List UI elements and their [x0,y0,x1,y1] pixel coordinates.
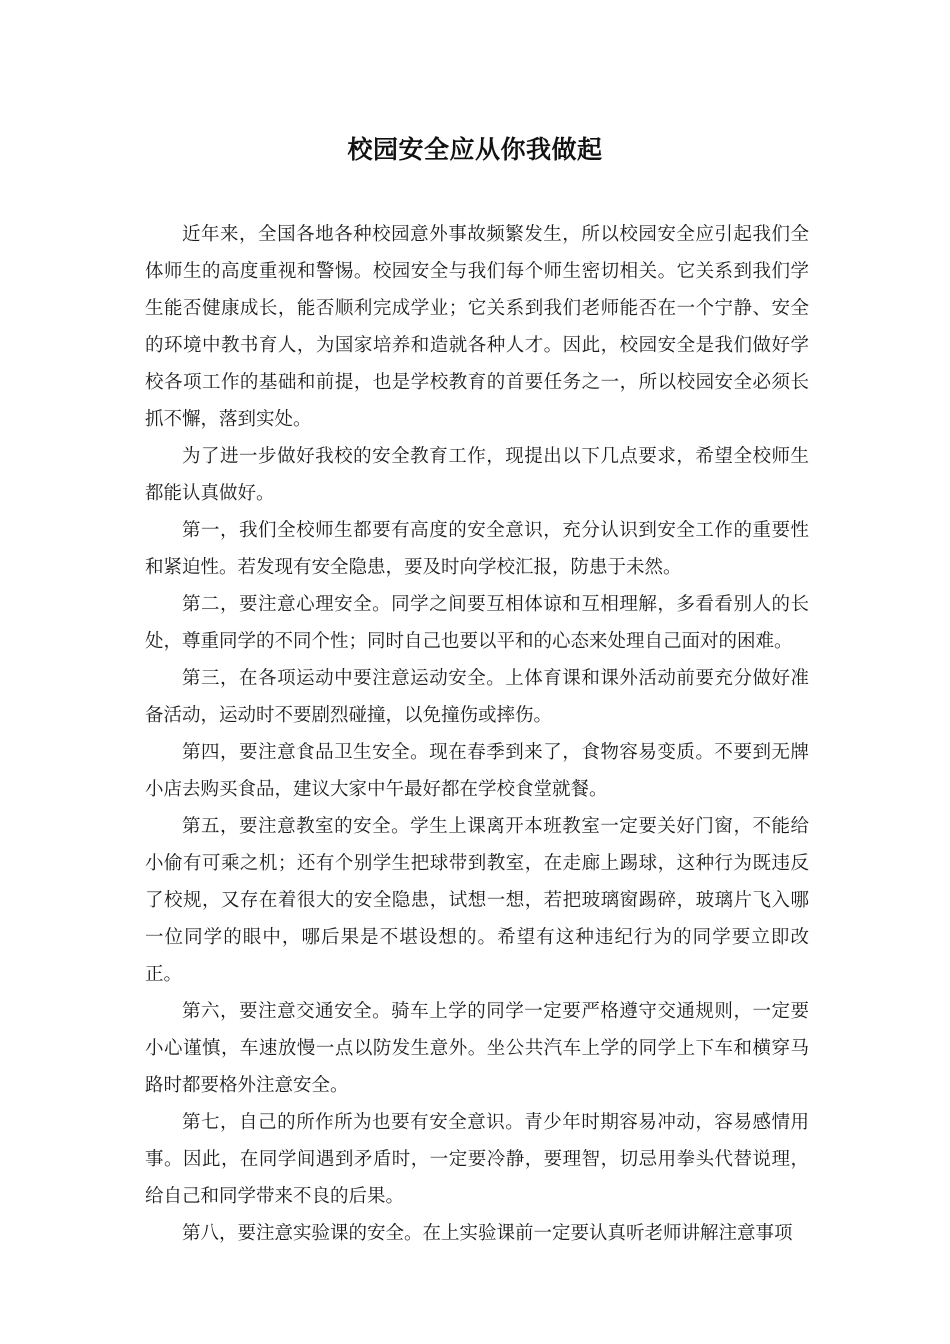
paragraph-intro: 近年来，全国各地各种校园意外事故频繁发生，所以校园安全应引起我们全体师生的高度重视和警惕。校园安全与我们每个师生密切相关。它关系到我们学生能否健康成长，能否顺利完成学业；它关系到我们老师能否在一个宁静、安全的环境中教书育人，为国家培养和造就各种人才。因此，校园安全是我们做好学校各项工作的基础和前提，也是学校教育的首要任务之一，所以校园安全必须长抓不懈，落到实处。 [145,224,809,430]
paragraph-seventh: 第七，自己的所作所为也要有安全意识。青少年时期容易冲动，容易感情用事。因此，在同学间遇到矛盾时，一定要冷静，要理智，切忌用拳头代替说理，给自己和同学带来不良的后果。 [145,1112,809,1207]
paragraph-fourth: 第四，要注意食品卫生安全。现在春季到来了，食物容易变质。不要到无牌小店去购买食品，建议大家中午最好都在学校食堂就餐。 [145,742,809,800]
document-title: 校园安全应从你我做起 [347,135,603,164]
paragraph-second: 第二，要注意心理安全。同学之间要互相体谅和互相理解，多看看别人的长处，尊重同学的不同个性；同时自己也要以平和的心态来处理自己面对的困难。 [145,594,809,652]
paragraph-third: 第三，在各项运动中要注意运动安全。上体育课和课外活动前要充分做好准备活动，运动时不要剧烈碰撞，以免撞伤或摔伤。 [145,668,809,726]
document-body [145,216,809,1252]
paragraph-requirements: 为了进一步做好我校的安全教育工作，现提出以下几点要求，希望全校师生都能认真做好。 [145,446,809,504]
paragraph-eighth: 第八，要注意实验课的安全。在上实验课前一定要认真听老师讲解注意事项 [182,1223,793,1244]
paragraph-fifth: 第五，要注意教室的安全。学生上课离开本班教室一定要关好门窗，不能给小偷有可乘之机；还有个别学生把球带到教室，在走廊上踢球，这种行为既违反了校规，又存在着很大的安全隐患，试想一想，若把玻璃窗踢碎，玻璃片飞入哪一位同学的眼中，哪后果是不堪设想的。希望有这种违纪行为的同学要立即改正。 [145,816,809,985]
paragraph-first: 第一，我们全校师生都要有高度的安全意识，充分认识到安全工作的重要性和紧迫性。若发现有安全隐患，要及时向学校汇报，防患于未然。 [145,520,809,578]
paragraph-sixth: 第六，要注意交通安全。骑车上学的同学一定要严格遵守交通规则，一定要小心谨慎，车速放慢一点以防发生意外。坐公共汽车上学的同学上下车和横穿马路时都要格外注意安全。 [145,1001,809,1096]
